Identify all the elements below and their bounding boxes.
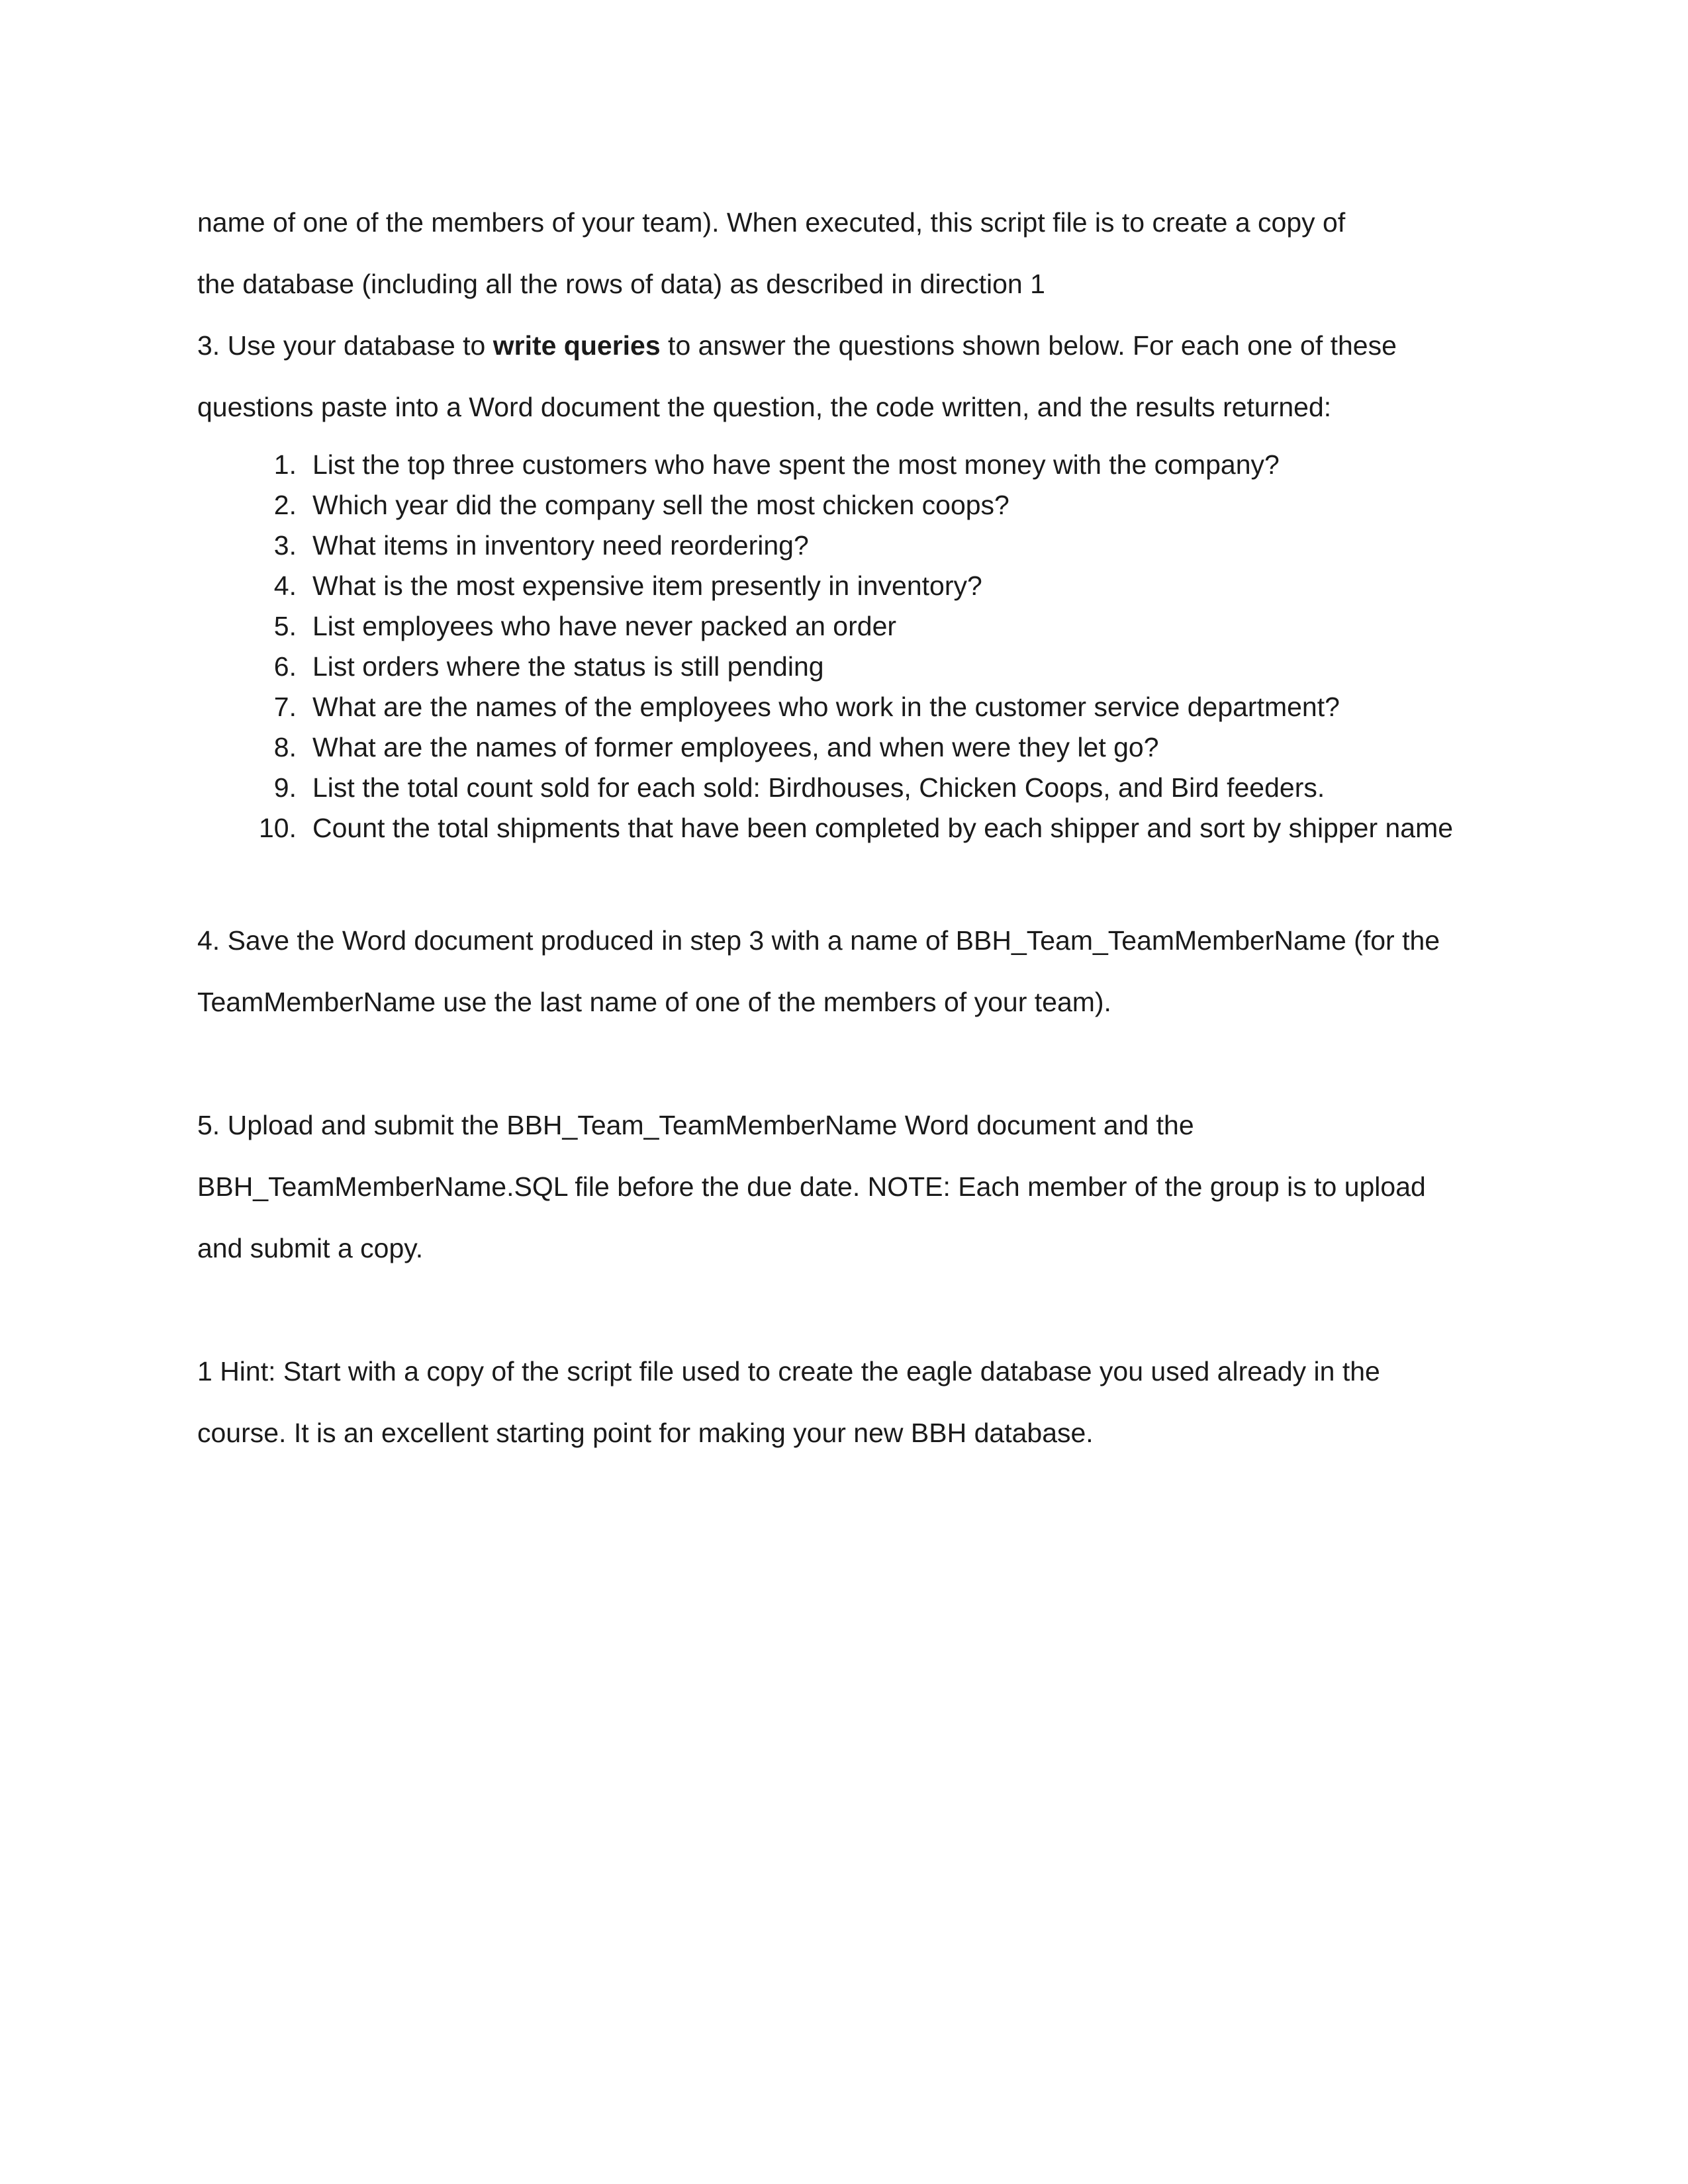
list-item-number: 10.	[259, 813, 297, 843]
list-item-text: What items in inventory need reordering?	[312, 530, 809, 561]
step3-prefix: 3. Use your database to	[197, 330, 493, 361]
list-item-text: List the top three customers who have spent the most money with the company?	[312, 449, 1280, 480]
step3-line-1	[197, 315, 1515, 377]
list-item-number: 9.	[273, 772, 297, 803]
list-item-text: What is the most expensive item presently in inventory?	[312, 570, 982, 601]
step5-line-1: 5. Upload and submit the BBH_Team_TeamMemberName Word document and the	[197, 1110, 1194, 1140]
step3-suffix: to answer the questions shown below. For each one of these	[660, 330, 1397, 361]
step4-line-1: 4. Save the Word document produced in step 3 with a name of BBH_Team_TeamMemberName (for the	[197, 925, 1440, 956]
document-body	[197, 192, 1515, 1464]
spacer	[197, 1033, 1515, 1095]
list-item-text: List orders where the status is still pending	[312, 651, 824, 682]
list-item	[197, 606, 1515, 647]
list-item-number: 1.	[273, 449, 297, 480]
list-item	[197, 808, 1515, 848]
questions-list	[197, 445, 1515, 848]
spacer	[197, 1279, 1515, 1341]
step4-line-2: TeamMemberName use the last name of one of the members of your team).	[197, 987, 1111, 1017]
list-item-text: What are the names of the employees who work in the customer service department?	[312, 692, 1340, 722]
list-item-number: 4.	[273, 570, 297, 601]
list-item-number: 7.	[273, 692, 297, 722]
list-item-number: 8.	[273, 732, 297, 762]
list-item	[197, 687, 1515, 727]
list-item	[197, 525, 1515, 566]
step3-bold-phrase: write queries	[492, 330, 661, 361]
list-item-number: 5.	[273, 611, 297, 641]
spacer	[197, 848, 1515, 910]
intro-line-2: the database (including all the rows of data) as described in direction 1	[197, 269, 1045, 299]
step5-line-3: and submit a copy.	[197, 1233, 424, 1263]
step5-line-2: BBH_TeamMemberName.SQL file before the due date. NOTE: Each member of the group is to upload	[197, 1171, 1426, 1202]
hint-line-2: course. It is an excellent starting point for making your new BBH database.	[197, 1418, 1094, 1448]
list-item-text: Which year did the company sell the most chicken coops?	[312, 490, 1009, 520]
list-item	[197, 647, 1515, 687]
list-item	[197, 445, 1515, 485]
list-item-number: 6.	[273, 651, 297, 682]
list-item-text: Count the total shipments that have been completed by each shipper and sort by shipper name	[312, 813, 1454, 843]
list-item-number: 3.	[273, 530, 297, 561]
list-item-text: List employees who have never packed an order	[312, 611, 897, 641]
list-item	[197, 566, 1515, 606]
list-item-number: 2.	[273, 490, 297, 520]
hint-line-1: 1 Hint: Start with a copy of the script file used to create the eagle database you used already in the	[197, 1356, 1380, 1387]
list-item	[197, 727, 1515, 768]
list-item-text: What are the names of former employees, and when were they let go?	[312, 732, 1159, 762]
list-item-text: List the total count sold for each sold: Birdhouses, Chicken Coops, and Bird feeders.	[312, 772, 1325, 803]
intro-line-1: name of one of the members of your team). When executed, this script file is to create a copy of	[197, 207, 1346, 238]
list-item	[197, 485, 1515, 525]
step3-line-2: questions paste into a Word document the question, the code written, and the results returned:	[197, 392, 1332, 422]
list-item	[197, 768, 1515, 808]
